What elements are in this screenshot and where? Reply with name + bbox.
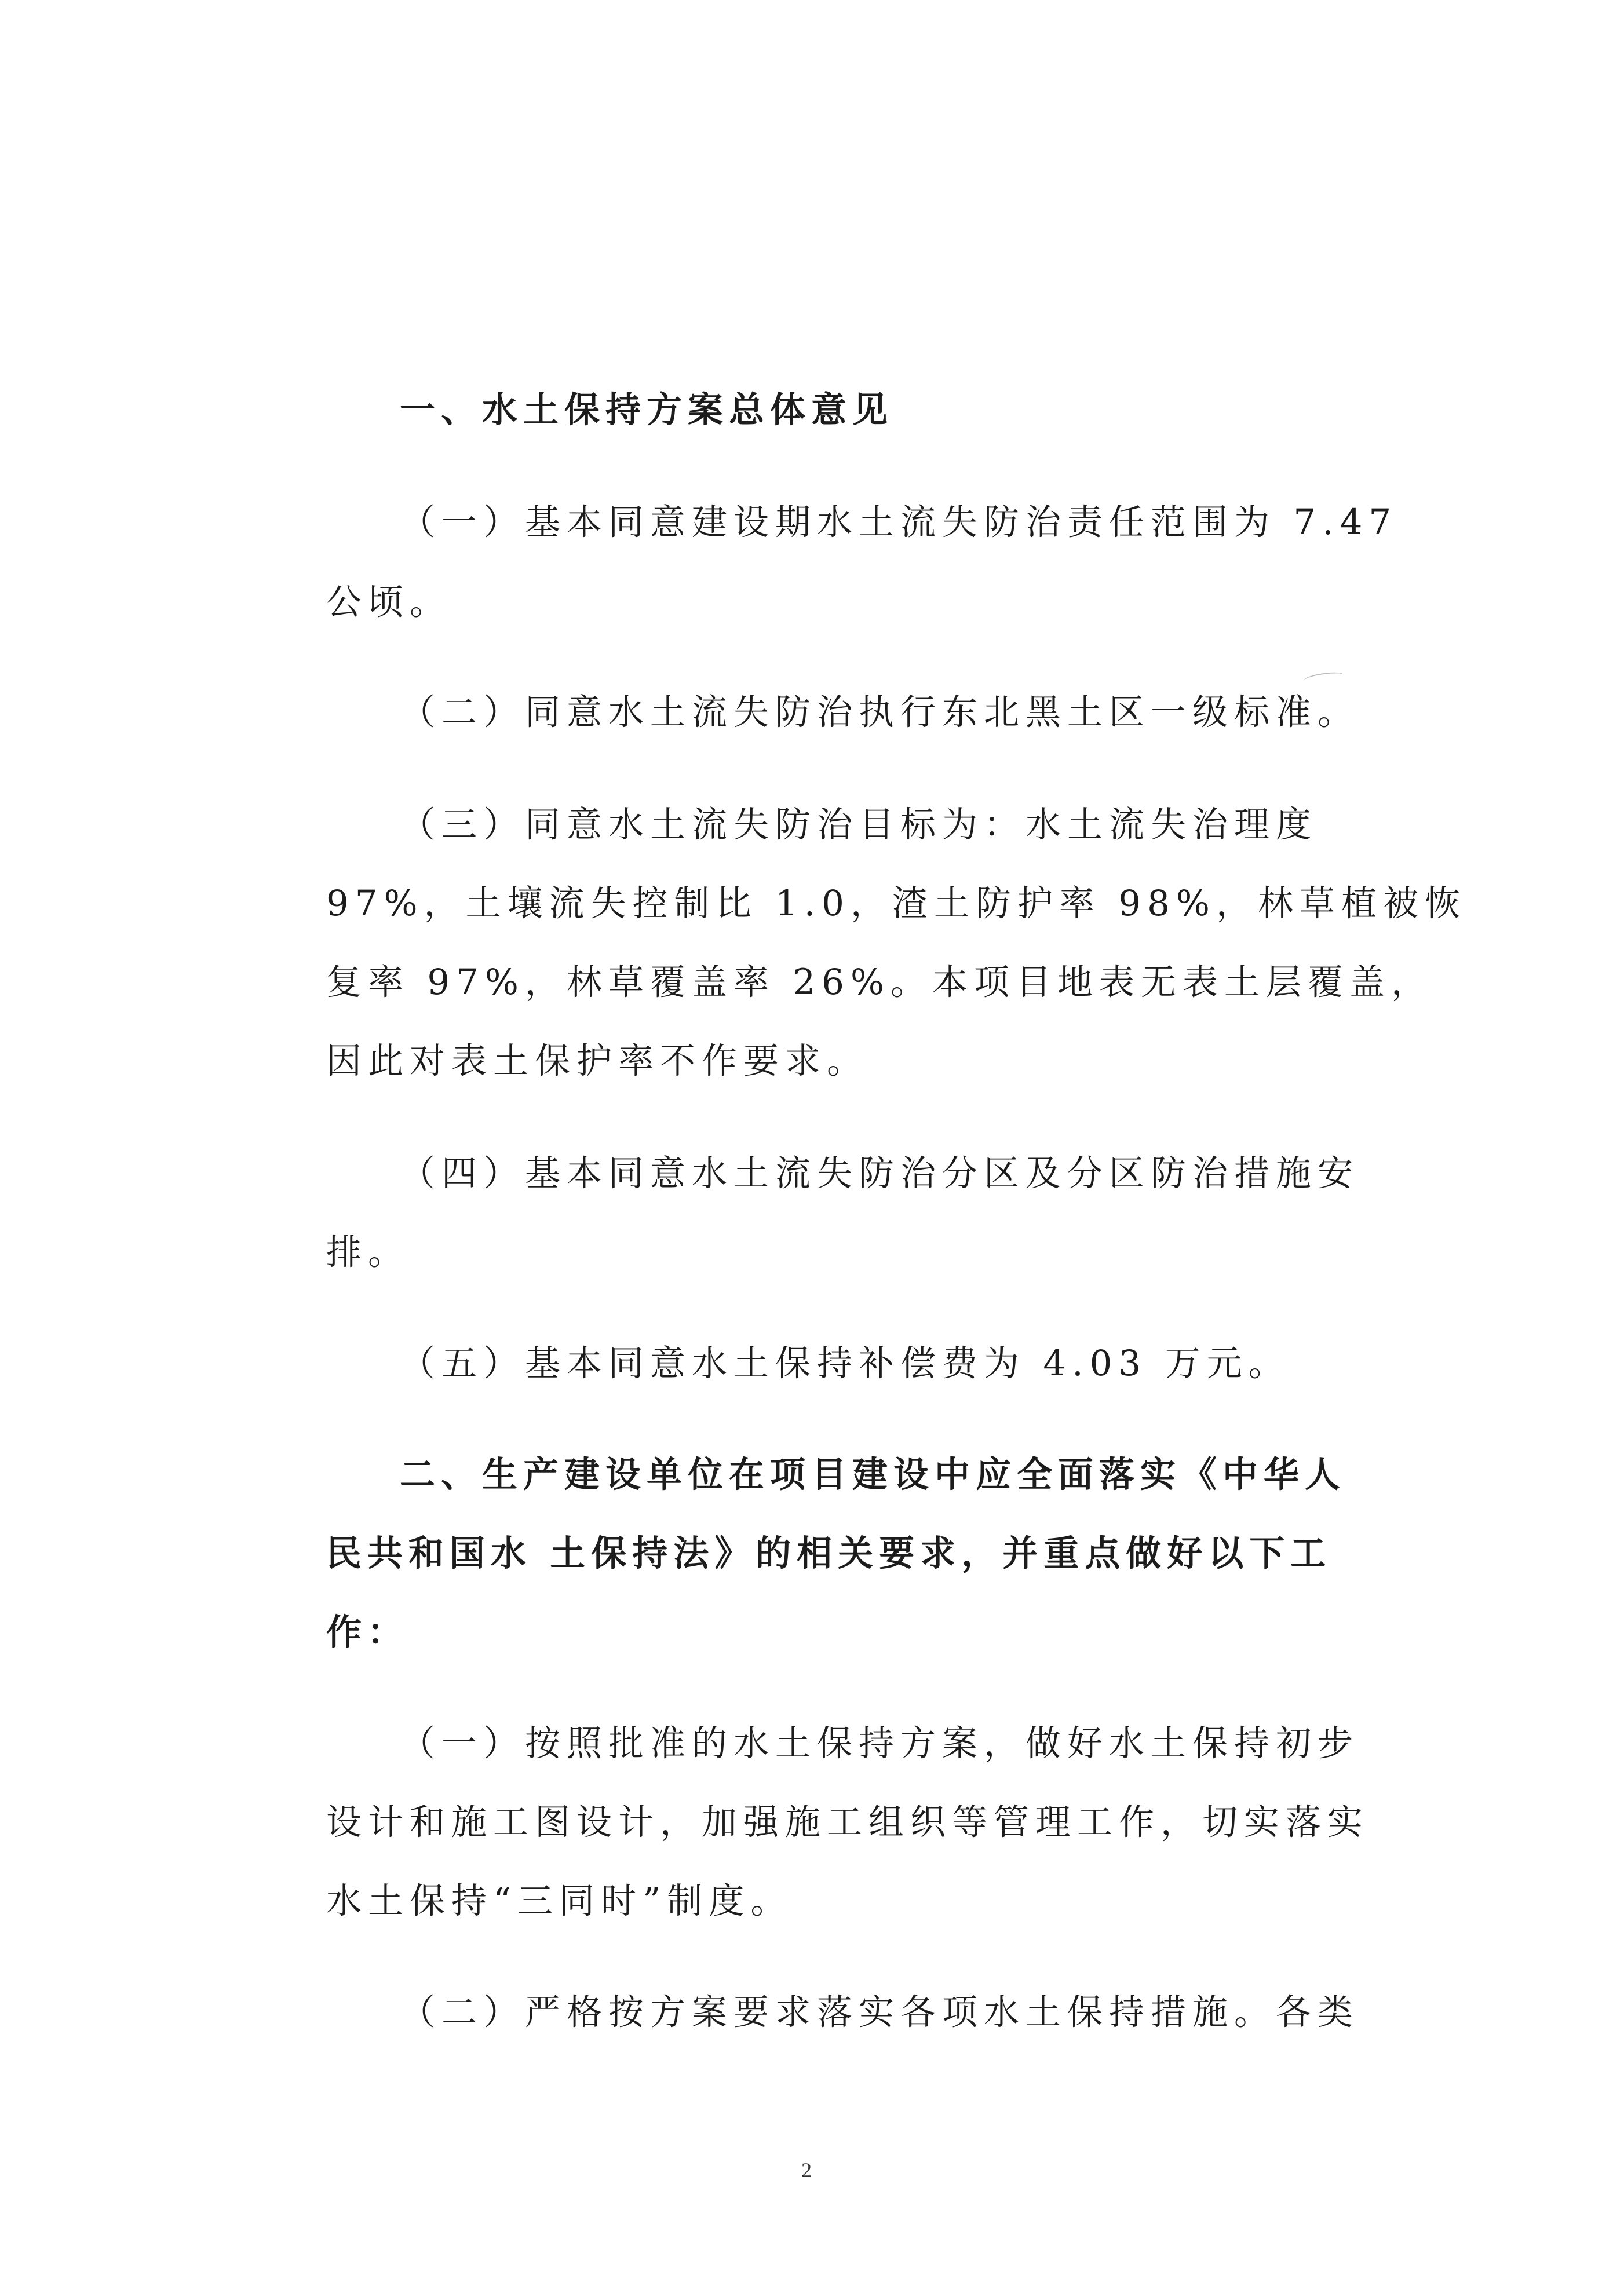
paragraph-line: 97%，土壤流失控制比 1.0，渣土防护率 98%，林草植被恢 <box>326 883 1466 924</box>
paragraph-line: （二）严格按方案要求落实各项水土保持措施。各类 <box>400 1992 1360 2033</box>
page-number: 2 <box>801 2158 812 2182</box>
paragraph-line: （四）基本同意水土流失防治分区及分区防治措施安 <box>400 1153 1360 1194</box>
section-heading-2-cont: 民共和国水 土保持法》的相关要求，并重点做好以下工 <box>326 1533 1332 1574</box>
paragraph-line: （一）按照批准的水土保持方案，做好水土保持初步 <box>400 1723 1360 1764</box>
paragraph-line: （一）基本同意建设期水土流失防治责任范围为 7.47 <box>400 502 1398 543</box>
paragraph-line: 公顷。 <box>326 582 452 623</box>
paragraph-line: 复率 97%，林草覆盖率 26%。本项目地表无表土层覆盖， <box>326 962 1433 1003</box>
section-heading-1: 一、水土保持方案总体意见 <box>400 389 894 430</box>
paragraph-line: （五）基本同意水土保持补偿费为 4.03 万元。 <box>400 1343 1290 1384</box>
paragraph-line: 因此对表土保护率不作要求。 <box>326 1040 869 1082</box>
scan-artifact <box>1303 670 1345 685</box>
section-heading-2-cont: 作： <box>326 1612 409 1653</box>
paragraph-line: 设计和施工图设计，加强施工组织等管理工作，切实落实 <box>326 1802 1370 1843</box>
section-heading-2: 二、生产建设单位在项目建设中应全面落实《中华人 <box>400 1454 1346 1495</box>
paragraph-line: （二）同意水土流失防治执行东北黑土区一级标准。 <box>400 692 1360 733</box>
paragraph-line: （三）同意水土流失防治目标为：水土流失治理度 <box>400 804 1318 845</box>
paragraph-line: 排。 <box>326 1232 410 1273</box>
paragraph-line: 水土保持“三同时”制度。 <box>326 1880 793 1922</box>
